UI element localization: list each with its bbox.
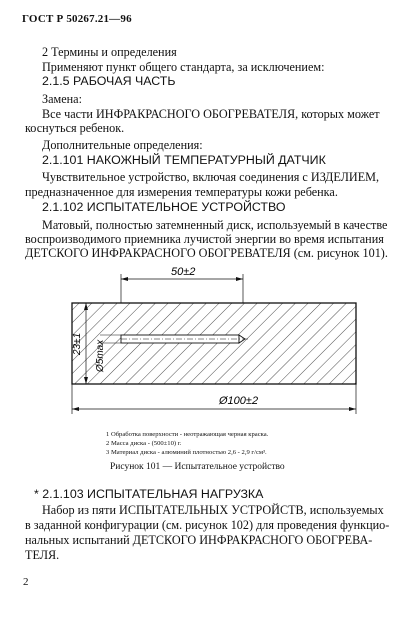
text-line: Применяют пункт общего стандарта, за исключением: <box>42 60 325 74</box>
text-line: ДЕТСКОГО ИНФРАКРАСНОГО ОБОГРЕВАТЕЛЯ (см. рисунок 101). <box>25 246 388 260</box>
note-3: 3 Материал диска - алюминий плотностью 2,6 - 2,9 г/см³. <box>106 449 267 456</box>
document-header: ГОСТ Р 50267.21—96 <box>22 13 132 25</box>
text-line: Набор из пяти ИСПЫТАТЕЛЬНЫХ УСТРОЙСТВ, используемых <box>42 503 384 517</box>
text-line: Замена: <box>42 92 82 106</box>
text-line: в заданной конфигурации (см. рисунок 102) для проведения функцио- <box>25 518 390 532</box>
text-line: * 2.1.103 ИСПЫТАТЕЛЬНАЯ НАГРУЗКА <box>34 487 264 501</box>
dim-height-label: 23±1 <box>72 332 83 355</box>
text-line: Матовый, полностью затемненный диск, используемый в качестве <box>42 218 388 232</box>
text-line: нальных испытаний ДЕТСКОГО ИНФРАКРАСНОГО ОБОГРЕВА- <box>25 533 373 547</box>
text-line: Дополнительные определения: <box>42 138 203 152</box>
text-line: 2 Термины и определения <box>42 45 177 59</box>
page-number: 2 <box>23 576 29 588</box>
figure-caption: Рисунок 101 — Испытательное устройство <box>110 462 285 472</box>
note-2: 2 Масса диска - (500±10) г. <box>106 440 182 447</box>
note-1: 1 Обработка поверхности - неотражающая черная краска. <box>106 431 269 438</box>
text-line: воспроизводимого приемника лучистой энергии во время испытания <box>25 232 384 246</box>
text-line: 2.1.5 РАБОЧАЯ ЧАСТЬ <box>42 74 176 88</box>
dim-top-label: 50±2 <box>171 266 196 278</box>
text-line: ТЕЛЯ. <box>25 548 60 562</box>
dim-hole-label: Ø5max <box>95 339 106 372</box>
text-line: предназначенное для измерения температуры кожи ребенка. <box>25 185 338 199</box>
disk-section <box>72 303 356 384</box>
text-line: 2.1.102 ИСПЫТАТЕЛЬНОЕ УСТРОЙСТВО <box>42 200 286 214</box>
text-line: коснуться ребенок. <box>25 121 125 135</box>
text-line: 2.1.101 НАКОЖНЫЙ ТЕМПЕРАТУРНЫЙ ДАТЧИК <box>42 153 326 167</box>
text-line: Все части ИНФРАКРАСНОГО ОБОГРЕВАТЕЛЯ, которых может <box>42 107 380 121</box>
dim-diameter-label: Ø100±2 <box>219 395 259 407</box>
text-line: Чувствительное устройство, включая соединения с ИЗДЕЛИЕМ, <box>42 170 380 184</box>
